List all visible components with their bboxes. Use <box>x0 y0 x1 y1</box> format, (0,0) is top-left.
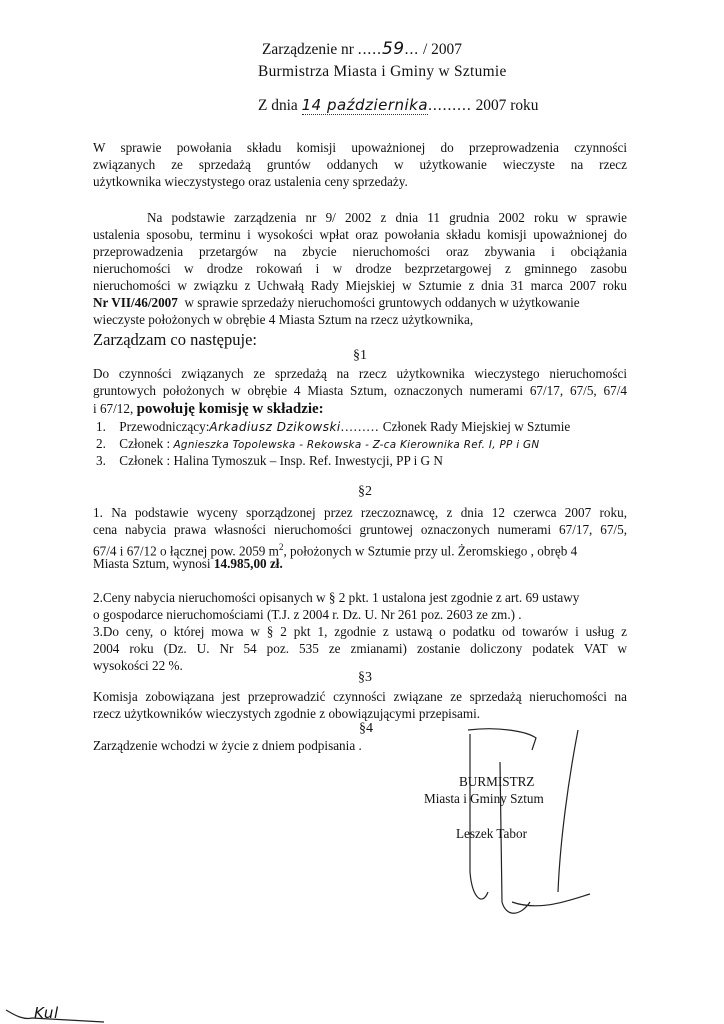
section-2-location: , położonych w Sztumie przy ul. Żeromskiego , obręb 4 <box>283 543 578 559</box>
title-dots-a: ..... <box>357 41 382 58</box>
section-2-p1-line-4 <box>93 556 283 572</box>
date-suffix: 2007 roku <box>475 97 539 114</box>
issuer-line: Burmistrza Miasta i Gminy w Sztumie <box>258 63 507 80</box>
subject-line-2: związanych ze sprzedażą gruntów oddanych w użytkowanie wieczyste na rzecz <box>93 157 627 172</box>
stamp-name: Leszek Tabor <box>456 826 527 841</box>
section-2-p3-line-3: wysokości 22 %. <box>93 658 183 673</box>
date-handwritten: 14 października <box>301 96 429 114</box>
date-dots: ......... <box>428 97 472 114</box>
basis-line-4: nieruchomości w drodze rokowań i w drodze bezprzetargowej z gminnego zasobu <box>93 261 627 276</box>
resolution-number: Nr VII/46/2007 <box>93 295 178 310</box>
date-line <box>258 96 538 115</box>
footer-scribble-line <box>6 1010 104 1022</box>
section-4-text: Zarządzenie wchodzi w życie z dniem podpisania . <box>93 738 362 753</box>
subject-line-3: użytkownika wieczystystego oraz ustalenia ceny sprzedaży. <box>93 174 408 189</box>
member-2-name-handwritten: Agnieszka Topolewska - Rekowska - Z-ca Kierownika Ref. I, PP i GN <box>173 439 540 451</box>
member-3-role: Członek : Halina Tymoszuk – Insp. Ref. Inwestycji, PP i G N <box>119 453 443 468</box>
section-1-line-3 <box>93 401 324 417</box>
member-1-num: 1. <box>96 419 106 434</box>
section-2-price: 14.985,00 zł. <box>213 556 283 571</box>
section-2-area-sup: 2 <box>278 542 284 552</box>
member-3-num: 3. <box>96 453 106 468</box>
footer-scribble <box>4 1000 114 1024</box>
decree-number-handwritten: 59 <box>381 39 405 59</box>
member-1-suffix: Członek Rady Miejskiej w Sztumie <box>382 419 571 434</box>
section-3-marker: §3 <box>358 670 372 685</box>
subject-line-1: W sprawie powołania składu komisji upoważnionej do przeprowadzenia czynności <box>93 140 627 155</box>
signature-stroke-left <box>470 734 488 899</box>
section-2-p1-line-2: cena nabycia prawa własności nieruchomości gruntowej oznaczonych numerami 67/17, 67/5, <box>93 522 627 537</box>
member-1-dots: ......... <box>340 419 380 434</box>
section-1-line-2: gruntowych położonych w obrębie 4 Miasta Sztum, oznaczonych numerami 67/17, 67/5, 67/4 <box>93 383 627 398</box>
member-2-num: 2. <box>96 436 106 451</box>
date-prefix: Z dnia <box>258 97 298 114</box>
section-2-p3-line-2: 2004 roku (Dz. U. Nr 54 poz. 535 ze zmianami) zostanie doliczony podatek VAT w <box>93 641 627 656</box>
member-3 <box>96 453 443 469</box>
basis-line-7: wieczyste położonych w obrębie 4 Miasta Sztum na rzecz użytkownika, <box>93 312 474 327</box>
section-1-line-1: Do czynności związanych ze sprzedażą na rzecz użytkownika wieczystego nieruchomości <box>93 366 627 381</box>
basis-line-2: ustalenia sposobu, terminu i wysokości wpłat oraz powołania składu komisji upoważnionej do <box>93 227 627 242</box>
section-2-p2-line-1: 2.Ceny nabycia nieruchomości opisanych w § 2 pkt. 1 ustalona jest zgodnie z art. 69 ustawy <box>93 590 580 605</box>
section-2-p2-line-2: o gospodarce nieruchomościami (T.J. z 2004 r. Dz. U. Nr 261 poz. 2603 ze zm.) . <box>93 607 522 622</box>
section-2-price-label: Miasta Sztum, wynosi <box>93 556 214 571</box>
stamp-office: Miasta i Gminy Sztum <box>424 791 544 806</box>
basis-line-5: nieruchomości w związku z Uchwałą Rady Miejskiej w Sztumie z dnia 31 marca 2007 roku <box>93 278 627 293</box>
member-1 <box>96 419 570 435</box>
mayor-signature-graphic <box>440 722 610 922</box>
member-1-name-handwritten: Arkadiusz Dzikowski <box>209 420 341 434</box>
section-2-marker: §2 <box>358 484 372 499</box>
section-1-line-3-start: i 67/12, <box>93 401 134 416</box>
signature-stroke-right <box>558 730 578 892</box>
footer-initials-handwritten: Kul <box>34 1004 59 1022</box>
basis-line-1: Na podstawie zarządzenia nr 9/ 2002 z dnia 11 grudnia 2002 roku w sprawie <box>147 210 627 225</box>
signature-stroke-bottom <box>512 894 590 906</box>
title-suffix: / 2007 <box>423 41 462 58</box>
section-2-p1-line-1: 1. Na podstawie wyceny sporządzonej przez rzeczoznawcę, z dnia 12 czerwca 2007 roku, <box>93 505 627 520</box>
member-1-role: Przewodniczący: <box>119 419 210 434</box>
basis-line-3: przeprowadzenia przetargów na zbycie nieruchomości oraz zbywania i obciążania <box>93 244 627 259</box>
basis-line-6-rest: w sprawie sprzedaży nieruchomości gruntowych oddanych w użytkowanie <box>177 295 580 310</box>
section-3-line-2: rzecz użytkowników wieczystych zgodnie z obowiązującymi przepisami. <box>93 706 481 721</box>
title-prefix: Zarządzenie nr <box>262 41 354 58</box>
commission-appointment: powołuję komisję w składzie: <box>136 401 324 417</box>
basis-line-6 <box>93 295 580 311</box>
member-2 <box>96 436 539 453</box>
section-2-p3-line-1: 3.Do ceny, o której mowa w § 2 pkt 1, zgodnie z ustawą o podatku od towarów i usług z <box>93 624 627 639</box>
order-heading: Zarządzam co następuje: <box>93 330 257 349</box>
section-2-area: 67/4 i 67/12 o łącznej pow. 2059 m <box>93 543 279 559</box>
signature-stroke-top <box>468 729 536 750</box>
title-dots-b: ... <box>404 41 420 58</box>
section-4-marker: §4 <box>359 721 373 736</box>
section-1-marker: §1 <box>353 348 367 363</box>
member-2-role: Członek : <box>119 436 171 451</box>
title-line <box>262 40 462 59</box>
section-3-line-1: Komisja zobowiązana jest przeprowadzić czynności związane ze sprzedażą nieruchomości na <box>93 689 627 704</box>
stamp-title: BURMISTRZ <box>459 774 535 789</box>
